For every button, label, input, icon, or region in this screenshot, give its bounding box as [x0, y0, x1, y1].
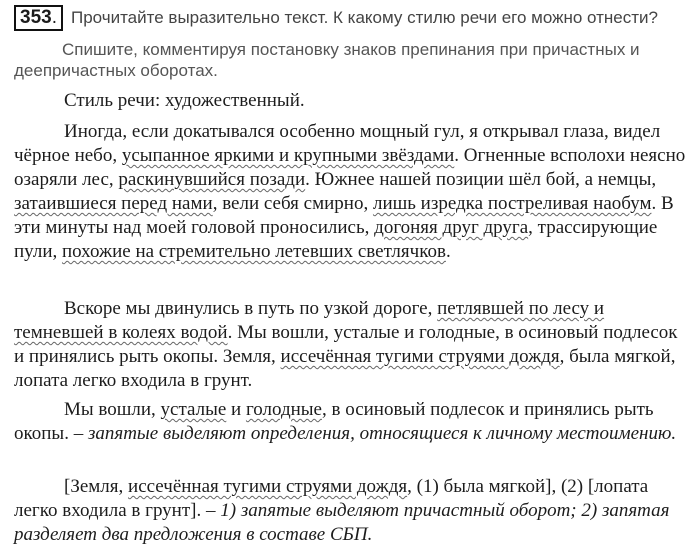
analysis-paragraph-1 — [14, 398, 686, 446]
text-segment: , (1) была мягкой], (2) [лопата легко входила в грунт]. – — [14, 476, 649, 521]
adverbial-phrase: лишь изредка постреливая наобум — [372, 193, 652, 214]
task-assignment-text: Спишите, комментируя постановку знаков препинания при причастных и деепричастных оборотах. — [14, 40, 640, 80]
task-number-box: 353. — [14, 5, 63, 31]
text-segment: , трассирующие пули, — [14, 217, 658, 262]
text-segment: Вскоре мы двинулись в путь по узкой дороге, — [64, 298, 438, 319]
participial-phrase: петлявшей по лесу и темневшей в колеях водой — [14, 298, 605, 343]
analysis-paragraph-2 — [14, 475, 686, 547]
task-assignment — [14, 39, 694, 81]
text-segment: Мы вошли, — [64, 399, 161, 420]
text-segment: , вели себя смирно, — [212, 193, 373, 214]
text-segment: . Огненные всполохи неясно озаряли лес, — [14, 145, 686, 190]
text-segment: . — [445, 241, 451, 262]
text-segment: Иногда, если докатывался особенно мощный гул, я открывал глаза, видел чёрное небо, — [14, 121, 661, 166]
text-segment: , была мягкой, лопата легко входила в грунт. — [14, 346, 676, 391]
text-paragraph-1 — [14, 120, 686, 264]
text-segment: [Земля, — [64, 476, 129, 497]
task-header — [14, 5, 694, 35]
punctuation-comment: запятые выделяют определения, относящиеся к личному местоимению. — [87, 423, 677, 444]
text-segment: . В эти минуты над моей головой проносились, — [14, 193, 674, 238]
task-question: Прочитайте выразительно текст. К какому стилю речи его можно отнести? — [70, 8, 658, 27]
style-answer-text: Стиль речи: художественный. — [64, 90, 305, 111]
style-answer — [14, 89, 686, 113]
task-number: 353 — [20, 7, 52, 28]
text-segment: . Южнее нашей позиции шёл бой, а немцы, — [305, 169, 657, 190]
adverbial-phrase: догоняя друг друга — [374, 217, 529, 238]
participial-phrase: иссечённая тугими струями дождя — [280, 346, 560, 367]
text-paragraph-2 — [14, 297, 686, 393]
separated-definition: усталые — [160, 399, 227, 420]
text-segment: . Мы вошли, усталые и голодные, в осиновый подлесок и принялись рыть окопы. Земля, — [14, 322, 678, 367]
participial-phrase: похожие на стремительно летевших светлячков — [61, 241, 446, 262]
participial-phrase: усыпанное яркими и крупными звёздами — [121, 145, 455, 166]
participial-phrase: раскинувшийся позади — [118, 169, 306, 190]
punctuation-comment: 1) запятые выделяют причастный оборот; 2) запятая разделяет два предложения в составе СБП. — [14, 500, 670, 545]
text-segment: и — [226, 399, 246, 420]
participial-phrase: затаившиеся перед нами — [14, 193, 213, 214]
text-segment: , в осиновый подлесок и принялись рыть окопы. – — [14, 399, 654, 444]
participial-phrase: иссечённая тугими струями дождя — [128, 476, 408, 497]
separated-definition: голодные — [245, 399, 322, 420]
